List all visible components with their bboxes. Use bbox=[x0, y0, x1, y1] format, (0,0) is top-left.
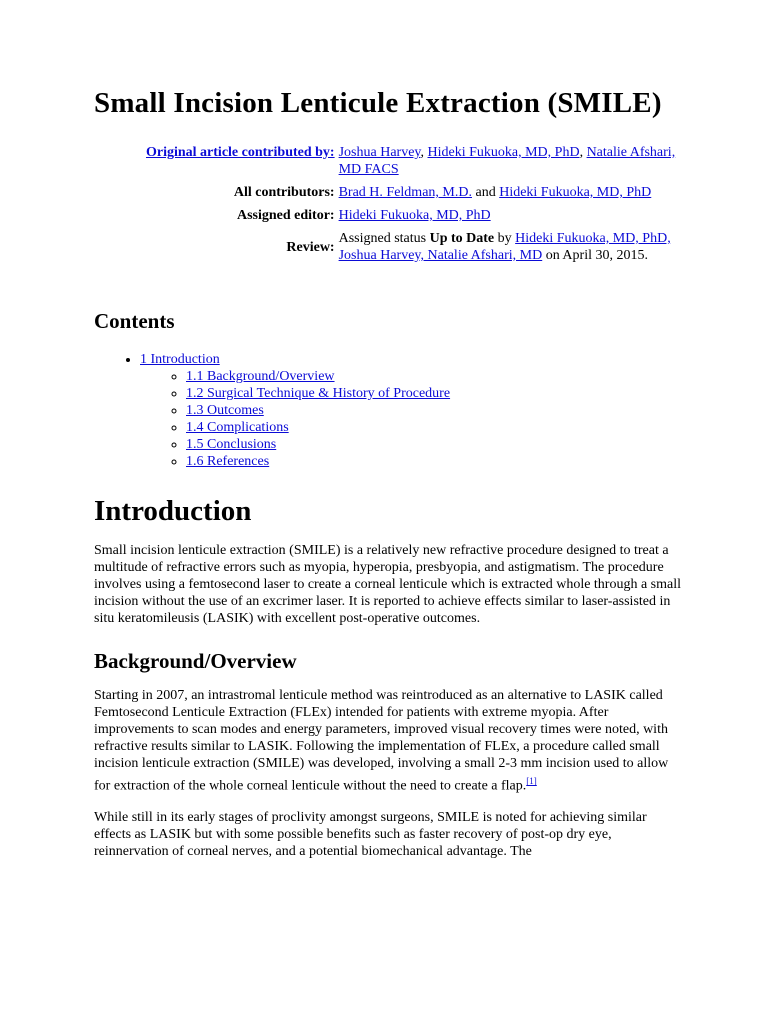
background-text-1: Starting in 2007, an intrastromal lenticule method was reintroduced as an alternative to LASIK called Femtosecond Lenticule Extraction (FLEx) intended for patients with extreme myopia. After improvements to scan modes and energy parameters, improved visual recovery times were noted, with refractive results similar to LASIK. Following the implementation of FLEx, a procedure called small incision lenticule extraction (SMILE) was developed, involving a small 2-3 mm incision used to allow for extraction of the whole corneal lenticule without the need to create a flap. bbox=[94, 688, 669, 794]
and-text: and bbox=[475, 185, 496, 200]
review-value bbox=[337, 229, 684, 269]
toc-link-introduction[interactable]: 1 Introduction bbox=[140, 352, 220, 367]
toc-link-references[interactable]: 1.6 References bbox=[186, 454, 270, 469]
contents-heading: Contents bbox=[94, 309, 175, 333]
review-status: Up to Date bbox=[429, 231, 495, 246]
toc-link-conclusions[interactable]: 1.5 Conclusions bbox=[186, 437, 277, 452]
toc-sublist bbox=[140, 368, 684, 470]
original-contributors-label bbox=[144, 143, 337, 183]
review-prefix: Assigned status bbox=[338, 231, 427, 246]
contributor-link[interactable]: Natalie Afshari, MD FACS bbox=[338, 145, 676, 177]
original-contributors-value: Joshua Harvey, Hideki Fukuoka, MD, PhD, Natalie Afshari, MD FACS bbox=[338, 145, 676, 177]
editor-link[interactable]: Hideki Fukuoka, MD, PhD bbox=[338, 208, 491, 223]
toc-link-complications[interactable]: 1.4 Complications bbox=[186, 420, 289, 435]
toc-link-surgical-technique[interactable]: 1.2 Surgical Technique & History of Procedure bbox=[186, 386, 451, 401]
review-by: by bbox=[497, 231, 512, 246]
toc-item bbox=[186, 453, 684, 470]
assigned-editor-row bbox=[144, 206, 684, 229]
original-contributors-row bbox=[144, 143, 684, 183]
contributors-table bbox=[144, 143, 684, 269]
introduction-heading: Introduction bbox=[94, 495, 252, 527]
all-contributors-row bbox=[144, 183, 684, 206]
toc-item bbox=[186, 368, 684, 385]
contributor-link[interactable]: Hideki Fukuoka, MD, PhD bbox=[427, 145, 580, 160]
reference-link-1[interactable]: [1] bbox=[526, 776, 537, 786]
contributor-link[interactable]: Hideki Fukuoka, MD, PhD bbox=[499, 185, 652, 200]
toc-item bbox=[186, 385, 684, 402]
page-title: Small Incision Lenticule Extraction (SMILE) bbox=[94, 87, 662, 119]
toc-item bbox=[186, 419, 684, 436]
review-row bbox=[144, 229, 684, 269]
toc-item bbox=[186, 436, 684, 453]
contributor-link[interactable]: Brad H. Feldman, M.D. bbox=[338, 185, 472, 200]
toc-link-outcomes[interactable]: 1.3 Outcomes bbox=[186, 403, 264, 418]
background-heading: Background/Overview bbox=[94, 649, 297, 673]
table-of-contents bbox=[94, 351, 684, 470]
original-article-link[interactable]: Original article contributed by: bbox=[146, 145, 335, 160]
toc-link-background[interactable]: 1.1 Background/Overview bbox=[186, 369, 335, 384]
assigned-editor-label: Assigned editor: bbox=[236, 208, 335, 223]
all-contributors-value bbox=[337, 183, 684, 206]
review-label: Review: bbox=[286, 239, 335, 255]
background-paragraph-2: While still in its early stages of proclivity amongst surgeons, SMILE is noted for achieving similar effects as LASIK but with some possible benefits such as faster recovery of post-op dry eye, reinnervation of corneal nerves, and a potential biomechanical advantage. The bbox=[94, 809, 647, 859]
contributor-link[interactable]: Joshua Harvey bbox=[338, 145, 421, 160]
reference-superscript bbox=[526, 774, 537, 787]
background-paragraph-1 bbox=[94, 687, 684, 795]
article bbox=[94, 86, 684, 860]
introduction-paragraph: Small incision lenticule extraction (SMILE) is a relatively new refractive procedure designed to treat a multitude of refractive errors such as myopia, hyperopia, presbyopia, and astigmatism. The procedure involves using a femtosecond laser to create a corneal lenticule which is extracted whole through a small incision without the use of an excrimer laser. It is reported to achieve effects similar to laser-assisted in situ keratomileusis (LASIK) with excellent post-operative outcomes. bbox=[94, 543, 682, 626]
toc-item bbox=[186, 402, 684, 419]
all-contributors-label: All contributors: bbox=[233, 185, 335, 200]
review-date: on April 30, 2015. bbox=[545, 248, 648, 263]
reviewer-link[interactable]: Hideki Fukuoka, MD, PhD, Joshua Harvey, Natalie Afshari, MD bbox=[338, 231, 671, 263]
assigned-editor-value bbox=[337, 206, 684, 229]
toc-item bbox=[140, 351, 684, 470]
